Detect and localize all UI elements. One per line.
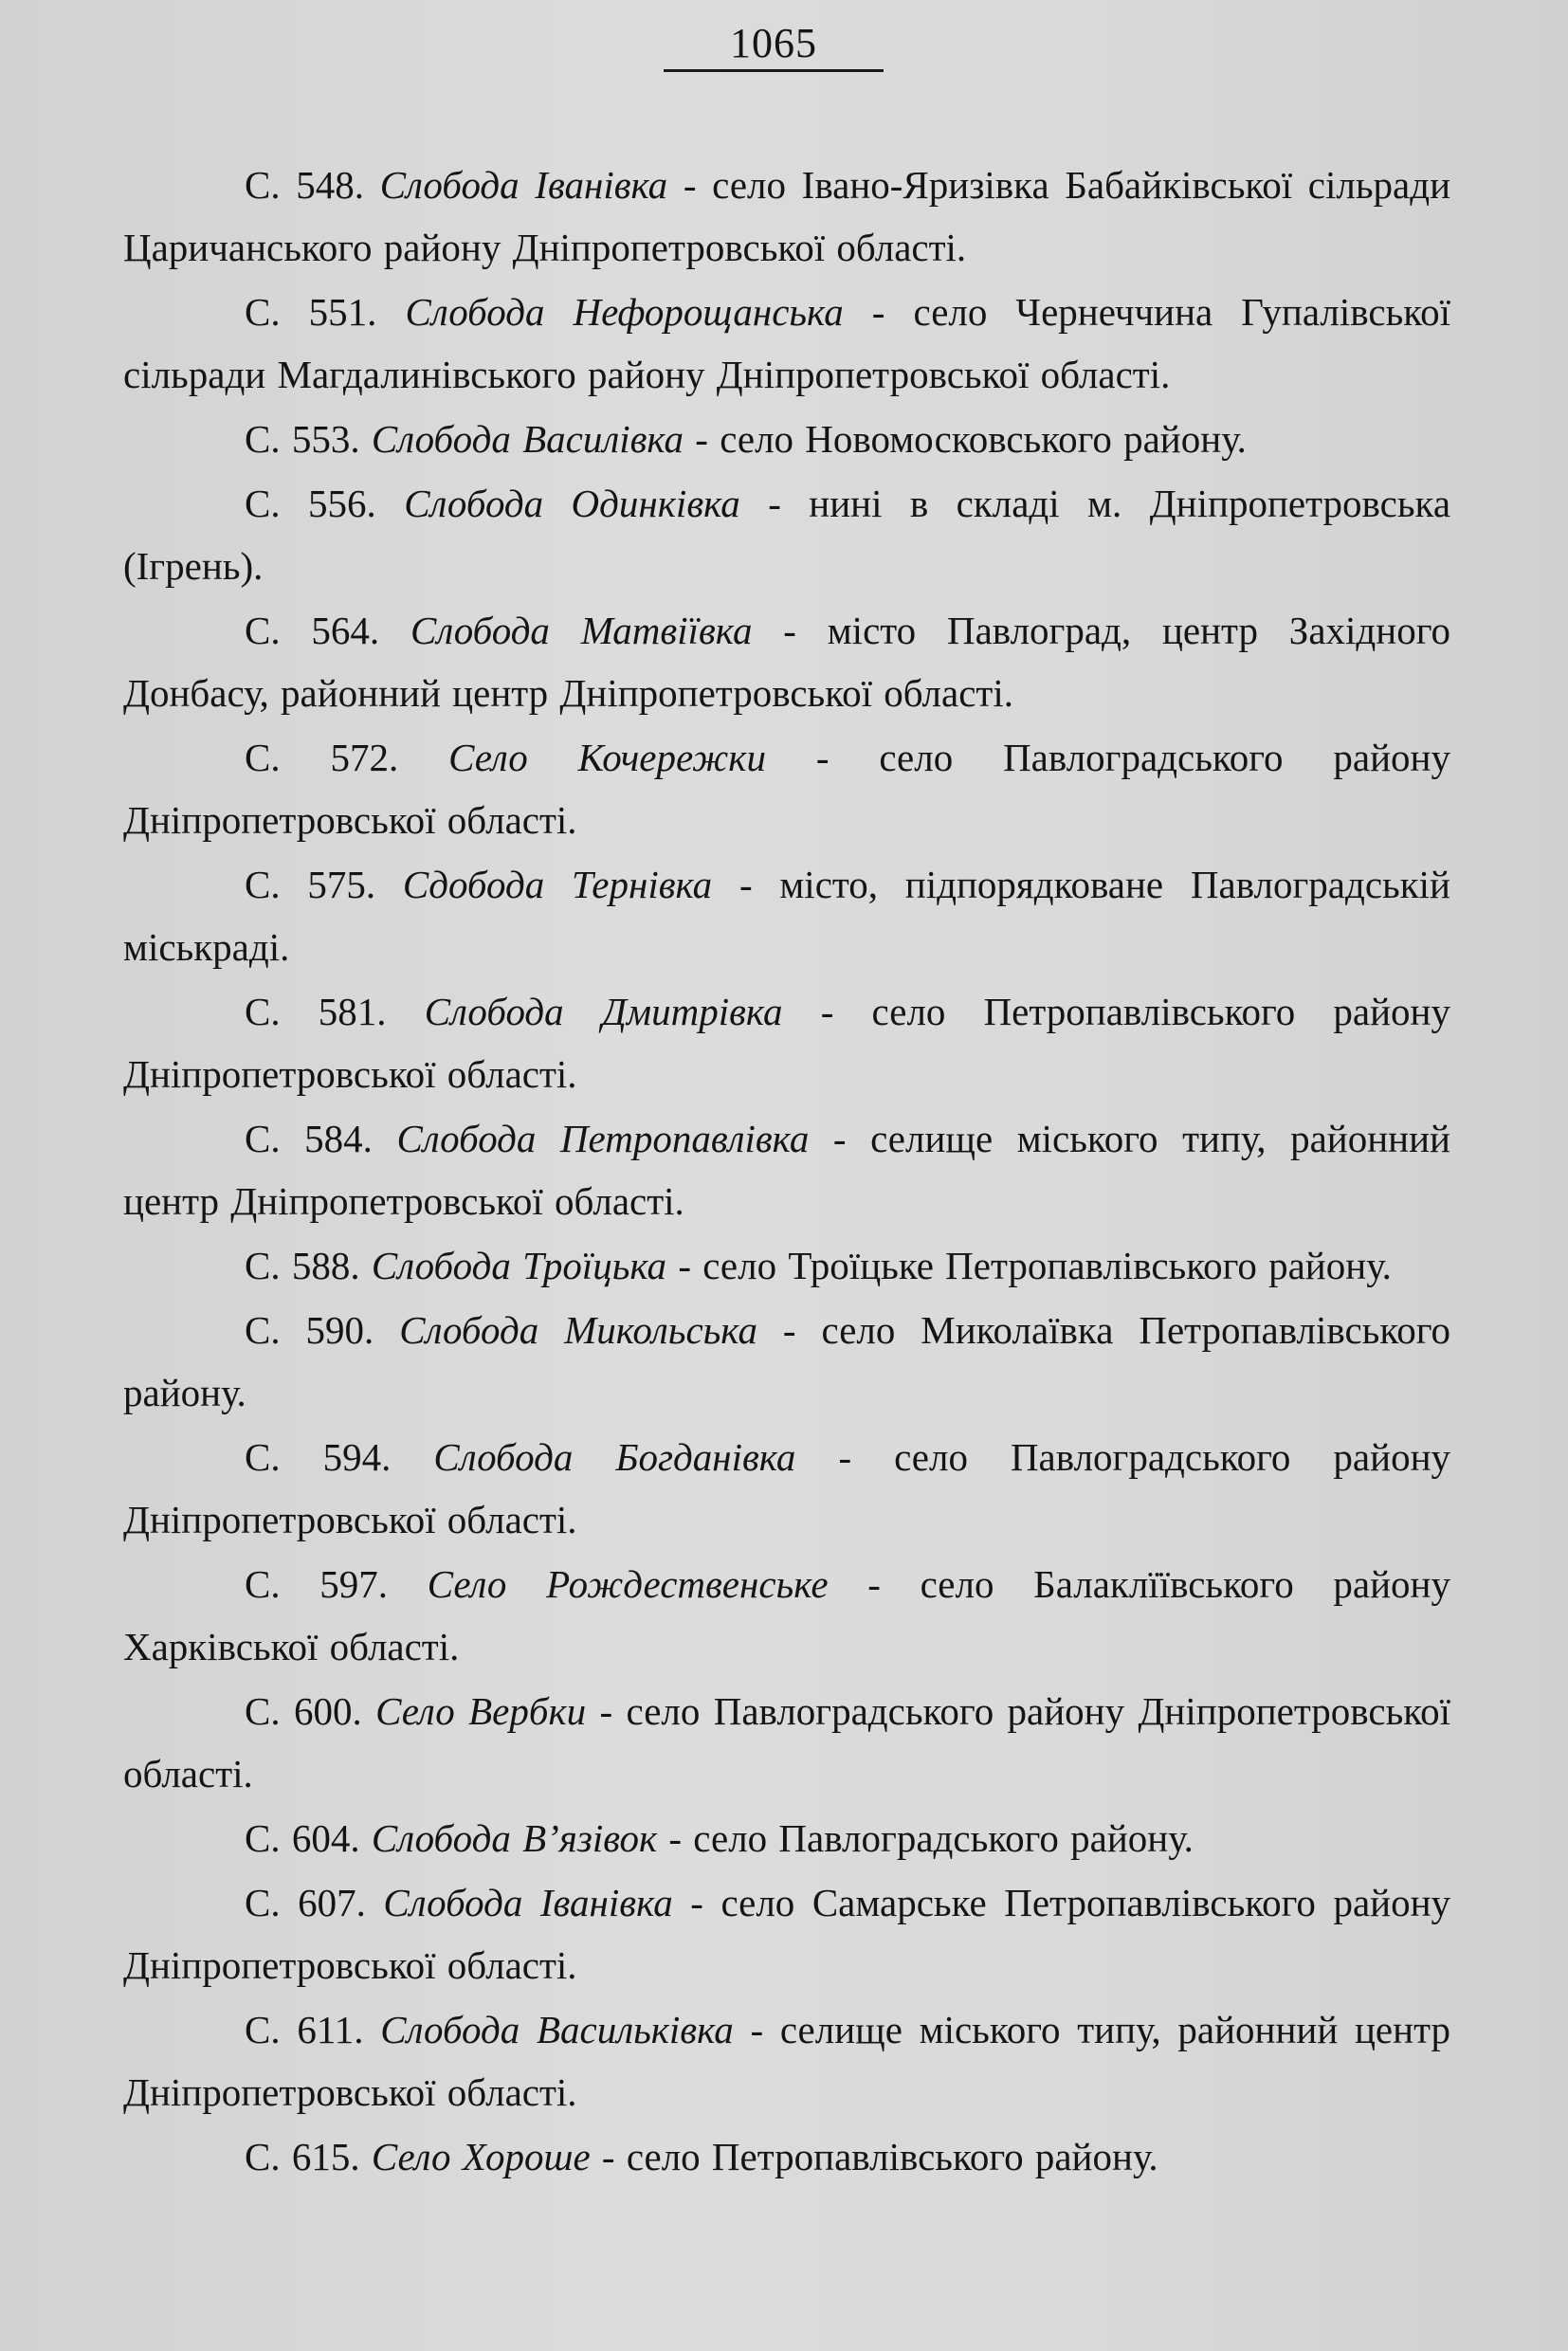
entry-ref: С. 553.	[245, 417, 360, 461]
entry-description: - село Троїцьке Петропавлівського району.	[678, 1244, 1392, 1287]
entry-c600	[123, 1680, 1450, 1805]
entry-historical-name: Слобода Микольська	[399, 1308, 757, 1352]
entry-historical-name: Село Хороше	[371, 2135, 591, 2178]
entry-description: - село Павлоградського району Дніпропетровської області.	[123, 736, 1450, 842]
entry-description: - село Петропавлівського району Дніпропетровської області.	[123, 990, 1450, 1096]
entry-description: - селище міського типу, районний центр Дніпропетровської області.	[123, 2008, 1450, 2114]
entry-c611	[123, 1998, 1450, 2123]
entry-description: - село Балаклїївського району Харківської області.	[123, 1562, 1450, 1668]
entry-description: - село Павлоградського району.	[668, 1816, 1194, 1860]
entry-c594	[123, 1426, 1450, 1551]
entry-c615	[123, 2125, 1450, 2188]
entry-c548	[123, 154, 1450, 279]
entry-ref: С. 597.	[245, 1562, 389, 1606]
entry-ref: С. 600.	[245, 1689, 362, 1733]
entry-c572	[123, 726, 1450, 851]
entry-historical-name: Слобода Дмитрівка	[424, 990, 783, 1033]
entry-historical-name: Слобода Одинківка	[404, 482, 740, 525]
gazetteer-entries	[123, 154, 1450, 2190]
entry-historical-name: Слобода Троїцька	[371, 1244, 667, 1287]
entry-historical-name: Село Вербки	[375, 1689, 587, 1733]
entry-historical-name: Слобода Васильківка	[380, 2008, 734, 2051]
entry-description: - нині в складі м. Дніпропетровська (Ігрень).	[123, 482, 1451, 588]
entry-historical-name: Слобода Іванівка	[383, 1881, 673, 1924]
entry-ref: С. 551.	[245, 290, 377, 334]
entry-historical-name: Село Кочережки	[448, 736, 766, 779]
entry-c553	[123, 408, 1450, 470]
entry-c575	[123, 853, 1450, 978]
entry-description: - селище міського типу, районний центр Дніпропетровської області.	[123, 1117, 1450, 1223]
entry-historical-name: Слобода Василівка	[371, 417, 684, 461]
entry-ref: С. 556.	[245, 482, 376, 525]
entry-ref: С. 572.	[245, 736, 399, 779]
entry-c597	[123, 1553, 1450, 1678]
entry-historical-name: Сдобода Тернівка	[402, 863, 713, 906]
entry-ref: С. 548.	[245, 163, 365, 207]
entry-historical-name: Слобода Матвіївка	[410, 609, 753, 652]
entry-c564	[123, 599, 1450, 724]
entry-historical-name: Слобода Іванівка	[379, 163, 668, 207]
entry-c607	[123, 1871, 1450, 1996]
entry-description: - село Павлоградського району Дніпропетровської області.	[123, 1689, 1451, 1795]
entry-description: - село Миколаївка Петропавлівського району.	[123, 1308, 1451, 1414]
entry-historical-name: Слобода Богданівка	[433, 1435, 796, 1479]
entry-ref: С. 581.	[245, 990, 387, 1033]
entry-ref: С. 564.	[245, 609, 380, 652]
entry-description: - село Івано-Яризівка Бабайківської сільради Царичанського району Дніпропетровської області.	[123, 163, 1451, 269]
entry-c590	[123, 1299, 1450, 1424]
entry-ref: С. 604.	[245, 1816, 360, 1860]
entry-c556	[123, 472, 1450, 597]
entry-c551	[123, 281, 1450, 406]
entry-historical-name: Слобода Нефорощанська	[405, 290, 844, 334]
entry-description: - село Чернеччина Гупалівської сільради Магдалинівського району Дніпропетровської області.	[123, 290, 1451, 396]
entry-description: - село Павлоградського району Дніпропетровської області.	[123, 1435, 1451, 1541]
entry-historical-name: Село Рождественське	[427, 1562, 829, 1606]
entry-c604	[123, 1807, 1450, 1869]
entry-historical-name: Слобода Петропавлівка	[396, 1117, 810, 1160]
entry-description: - місто Павлоград, центр Західного Донбасу, районний центр Дніпропетровської області.	[123, 609, 1451, 715]
entry-ref: С. 607.	[245, 1881, 366, 1924]
entry-ref: С. 611.	[245, 2008, 364, 2051]
entry-ref: С. 594.	[245, 1435, 392, 1479]
entry-c588	[123, 1234, 1450, 1297]
entry-ref: С. 590.	[245, 1308, 374, 1352]
entry-historical-name: Слобода В’язівок	[371, 1816, 658, 1860]
entry-ref: С. 575.	[245, 863, 376, 906]
entry-description: - село Петропавлівського району.	[601, 2135, 1158, 2178]
entry-ref: С. 588.	[245, 1244, 360, 1287]
entry-c584	[123, 1107, 1450, 1232]
page-number: 1065	[730, 20, 817, 66]
entry-ref: С. 615.	[245, 2135, 360, 2178]
entry-description: - місто, підпорядковане Павлоградській міськраді.	[123, 863, 1450, 969]
entry-c581	[123, 980, 1450, 1105]
page-number-underline	[664, 69, 884, 72]
entry-description: - село Новомосковського району.	[695, 417, 1247, 461]
entry-ref: С. 584.	[245, 1117, 373, 1160]
entry-description: - село Самарське Петропавлівського району Дніпропетровської області.	[123, 1881, 1451, 1987]
